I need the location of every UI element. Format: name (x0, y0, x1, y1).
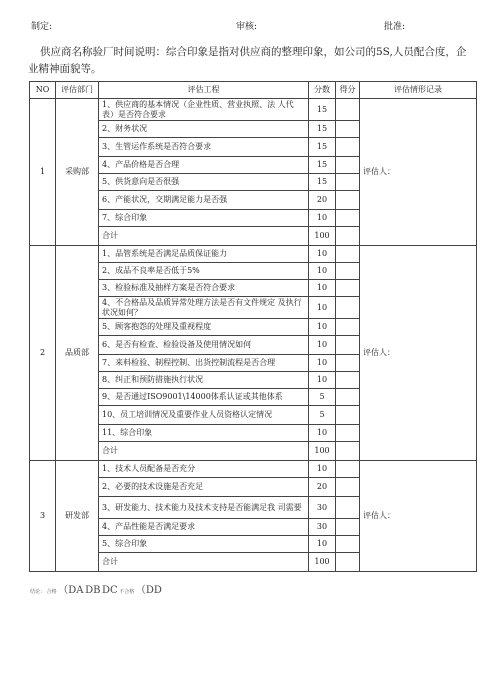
evaluator-record[interactable]: 评估人： (360, 99, 477, 246)
item-text: 1、技术人员配备是否充分 (99, 461, 309, 478)
item-score: 20 (309, 478, 336, 497)
col-no: NO (30, 82, 56, 99)
item-text: 3、生管运作系统是否符合要求 (99, 138, 309, 157)
item-got-field[interactable] (336, 442, 360, 461)
intro-paragraph: 供应商名称验厂时间说明：综合印象是指对供应商的整理印象，如公司的5S,人员配合度，企业精神面貌等。 (28, 46, 467, 75)
section-dept: 研发部 (56, 461, 99, 572)
item-text: 1、品管系统是否满足品质保证能力 (99, 246, 309, 263)
item-score: 10 (309, 210, 336, 227)
item-score: 15 (309, 99, 336, 121)
item-got-field[interactable] (336, 553, 360, 572)
table-row (30, 246, 477, 263)
col-record: 评估情形记录 (360, 82, 477, 99)
item-text: 6、是否有检查、检验设备及使用情况如何 (99, 336, 309, 355)
item-got-field[interactable] (336, 355, 360, 372)
item-score: 10 (309, 336, 336, 355)
evaluator-record[interactable]: 评估人： (360, 461, 477, 572)
item-text: 11、综合印象 (99, 425, 309, 442)
item-got-field[interactable] (336, 210, 360, 227)
item-text: 4、产品价格是否合理 (99, 157, 309, 174)
item-got-field[interactable] (336, 461, 360, 478)
item-text: 5、供货意向是否很强 (99, 174, 309, 191)
item-got-field[interactable] (336, 191, 360, 210)
item-text: 2、必要的技术设施是否充足 (99, 478, 309, 497)
item-text: 合计 (99, 442, 309, 461)
item-score: 10 (309, 319, 336, 336)
item-text: 合计 (99, 227, 309, 246)
item-score: 100 (309, 553, 336, 572)
table-header-row (30, 82, 477, 99)
item-text: 2、财务状况 (99, 121, 309, 138)
conclusion-footer (30, 581, 162, 596)
section-dept: 品质部 (56, 246, 99, 461)
approved-by-label: 批准: (384, 22, 406, 32)
col-got: 得分 (336, 82, 360, 99)
item-got-field[interactable] (336, 336, 360, 355)
grade-dc: DC (102, 585, 118, 596)
item-score: 100 (309, 227, 336, 246)
item-text: 4、不合格品及品质异常处理方法是否有文件规定 及执行状况如何？ (99, 297, 309, 319)
table-row (30, 461, 477, 478)
item-got-field[interactable] (336, 406, 360, 425)
item-score: 30 (309, 497, 336, 519)
evaluation-table (29, 81, 477, 572)
item-got-field[interactable] (336, 478, 360, 497)
item-text: 5、顾客抱怨的处理及重视程度 (99, 319, 309, 336)
col-dept: 评估部门 (56, 82, 99, 99)
item-got-field[interactable] (336, 319, 360, 336)
item-got-field[interactable] (336, 536, 360, 553)
item-text: 7、综合印象 (99, 210, 309, 227)
item-score: 10 (309, 461, 336, 478)
item-got-field[interactable] (336, 138, 360, 157)
item-text: 3、研发能力、技术能力及技术支持是否能满足我 司需要 (99, 497, 309, 519)
item-score: 10 (309, 536, 336, 553)
item-score: 15 (309, 138, 336, 157)
item-score: 5 (309, 406, 336, 425)
item-got-field[interactable] (336, 263, 360, 280)
item-text: 2、成品不良率是否低于5% (99, 263, 309, 280)
evaluator-record[interactable]: 评估人： (360, 246, 477, 461)
item-got-field[interactable] (336, 121, 360, 138)
item-score: 10 (309, 263, 336, 280)
item-score: 10 (309, 280, 336, 297)
item-score: 15 (309, 174, 336, 191)
item-score: 10 (309, 425, 336, 442)
item-got-field[interactable] (336, 157, 360, 174)
item-got-field[interactable] (336, 174, 360, 191)
grade-dd: （DD (135, 585, 162, 596)
item-text: 6、产能状况，交期满足能力是否强 (99, 191, 309, 210)
pass-label: 合格 (46, 589, 57, 595)
item-text: 7、来料检验、制程控制、出货控制流程是否合理 (99, 355, 309, 372)
conclusion-label: 结论： (30, 589, 46, 595)
item-score: 10 (309, 246, 336, 263)
reviewed-by-label: 审核: (236, 22, 258, 32)
item-score: 10 (309, 355, 336, 372)
grade-da: （DA (58, 585, 84, 596)
item-score: 15 (309, 121, 336, 138)
fail-label: 不合格 (119, 589, 135, 595)
item-got-field[interactable] (336, 497, 360, 519)
section-dept: 采购部 (56, 99, 99, 246)
item-text: 3、检验标准及抽样方案是否符合要求 (99, 280, 309, 297)
item-score: 10 (309, 297, 336, 319)
item-text: 4、产品性能是否满足要求 (99, 519, 309, 536)
item-text: 1、供应商的基本情况（企业性质、营业执照、法 人代表）是否符合要求 (99, 99, 309, 121)
section-no: 3 (30, 461, 56, 572)
item-text: 9、是否通过ISO9001\14000体系认证或其他体系 (99, 389, 309, 406)
item-text: 合计 (99, 553, 309, 572)
prepared-by-label: 制定: (31, 22, 53, 32)
item-got-field[interactable] (336, 246, 360, 263)
section-no: 1 (30, 99, 56, 246)
item-score: 30 (309, 519, 336, 536)
item-got-field[interactable] (336, 519, 360, 536)
item-score: 20 (309, 191, 336, 210)
item-score: 100 (309, 442, 336, 461)
item-score: 10 (309, 372, 336, 389)
grade-db: DB (85, 585, 101, 596)
item-text: 5、综合印象 (99, 536, 309, 553)
item-score: 15 (309, 157, 336, 174)
item-text: 8、纠正和预防措施执行状况 (99, 372, 309, 389)
col-item: 评估工程 (99, 82, 309, 99)
item-got-field[interactable] (336, 280, 360, 297)
item-got-field[interactable] (336, 297, 360, 319)
item-got-field[interactable] (336, 389, 360, 406)
item-got-field[interactable] (336, 425, 360, 442)
table-row (30, 99, 477, 121)
col-score: 分数 (309, 82, 336, 99)
item-text: 10、员工培训情况及重要作业人员资格认定情况 (99, 406, 309, 425)
item-got-field[interactable] (336, 372, 360, 389)
item-got-field[interactable] (336, 227, 360, 246)
section-no: 2 (30, 246, 56, 461)
item-got-field[interactable] (336, 99, 360, 121)
item-score: 5 (309, 389, 336, 406)
